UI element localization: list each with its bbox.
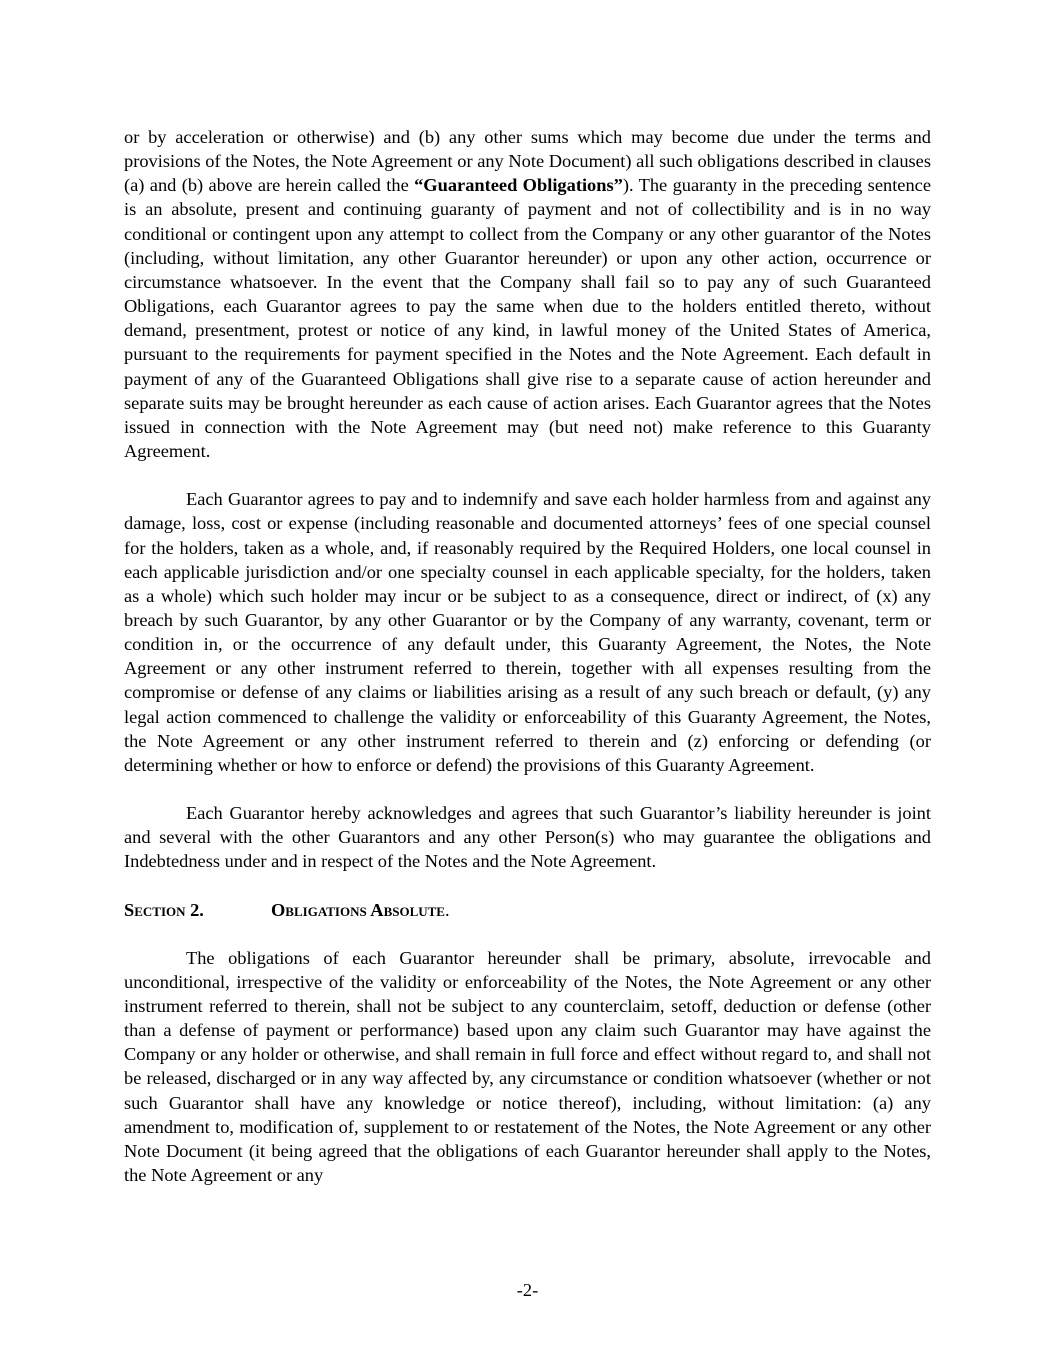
document-page bbox=[124, 125, 931, 1187]
paragraph-text: ). The guaranty in the preceding sentence is an absolute, present and continuing guaranty of payment and not of collectibility and is in no way conditional or contingent upon any attempt to collect from the Company or any other guarantor of the Notes (including, without limitation, any other Guarantor hereunder) or upon any other action, occurrence or circumstance whatsoever. In the event that the Company shall fail so to pay any of such Guaranteed Obligations, each Guarantor agrees to pay the same when due to the holders entitled thereto, without demand, presentment, protest or notice of any kind, in lawful money of the United States of America, pursuant to the requirements for payment specified in the Notes and the Note Agreement. Each default in payment of any of the Guaranteed Obligations shall give rise to a separate cause of action hereunder and separate suits may be brought hereunder as each cause of action arises. Each Guarantor agrees that the Notes issued in connection with the Note Agreement may (but need not) make reference to this Guaranty Agreement. bbox=[124, 175, 931, 462]
paragraph-indemnification: Each Guarantor agrees to pay and to indemnify and save each holder harmless from and against any damage, loss, cost or expense (including reasonable and documented attorneys’ fees of one special counsel for the holders, taken as a whole, and, if reasonably required by the Required Holders, one local counsel in each applicable jurisdiction and/or one specialty counsel in each applicable specialty, for the holders, taken as a whole) which such holder may incur or be subject to as a consequence, direct or indirect, of (x) any breach by such Guarantor, by any other Guarantor or by the Company of any warranty, covenant, term or condition in, or the occurrence of any default under, this Guaranty Agreement, the Notes, the Note Agreement or any other instrument referred to therein, together with all expenses resulting from the compromise or defense of any claims or liabilities arising as a result of any such breach or default, (y) any legal action commenced to challenge the validity or enforceability of this Guaranty Agreement, the Notes, the Note Agreement or any other instrument referred to therein and (z) enforcing or defending (or determining whether or how to enforce or defend) the provisions of this Guaranty Agreement. bbox=[124, 489, 931, 775]
defined-term: “Guaranteed Obligations” bbox=[414, 175, 623, 196]
paragraph-joint-several: Each Guarantor hereby acknowledges and agrees that such Guarantor’s liability hereunder is joint and several with the other Guarantors and any other Person(s) who may guarantee the obligations and Indebtedness under and in respect of the Notes and the Note Agreement. bbox=[124, 803, 931, 872]
paragraph-obligations-absolute: The obligations of each Guarantor hereunder shall be primary, absolute, irrevocable and unconditional, irrespective of the validity or enforceability of the Notes, the Note Agreement or any other instrument referred to therein, shall not be subject to any counterclaim, setoff, deduction or defense (other than a defense of payment or performance) based upon any claim such Guarantor may have against the Company or any holder or otherwise, and shall remain in full force and effect without regard to, and shall not be released, discharged or in any way affected by, any circumstance or condition whatsoever (whether or not such Guarantor shall have any knowledge or notice thereof), including, without limitation: (a) any amendment to, modification of, supplement to or restatement of the Notes, the Note Agreement or any other Note Document (it being agreed that the obligations of each Guarantor hereunder shall apply to the Notes, the Note Agreement or any bbox=[124, 947, 931, 1186]
section-title: Obligations Absolute bbox=[271, 899, 445, 920]
section-title-period: . bbox=[444, 899, 450, 920]
paragraph-guaranteed-obligations bbox=[124, 125, 931, 463]
paragraph-text: or by acceleration or otherwise) and (b) any other sums which may become due under the terms and provisions of the Notes, the Note Agreement or any Note Document) all such obligations described in clauses (a) and (b) above are herein called the bbox=[124, 127, 931, 196]
section-number: Section 2. bbox=[124, 899, 204, 920]
page-number: -2- bbox=[516, 1280, 539, 1300]
section-heading bbox=[124, 898, 931, 922]
